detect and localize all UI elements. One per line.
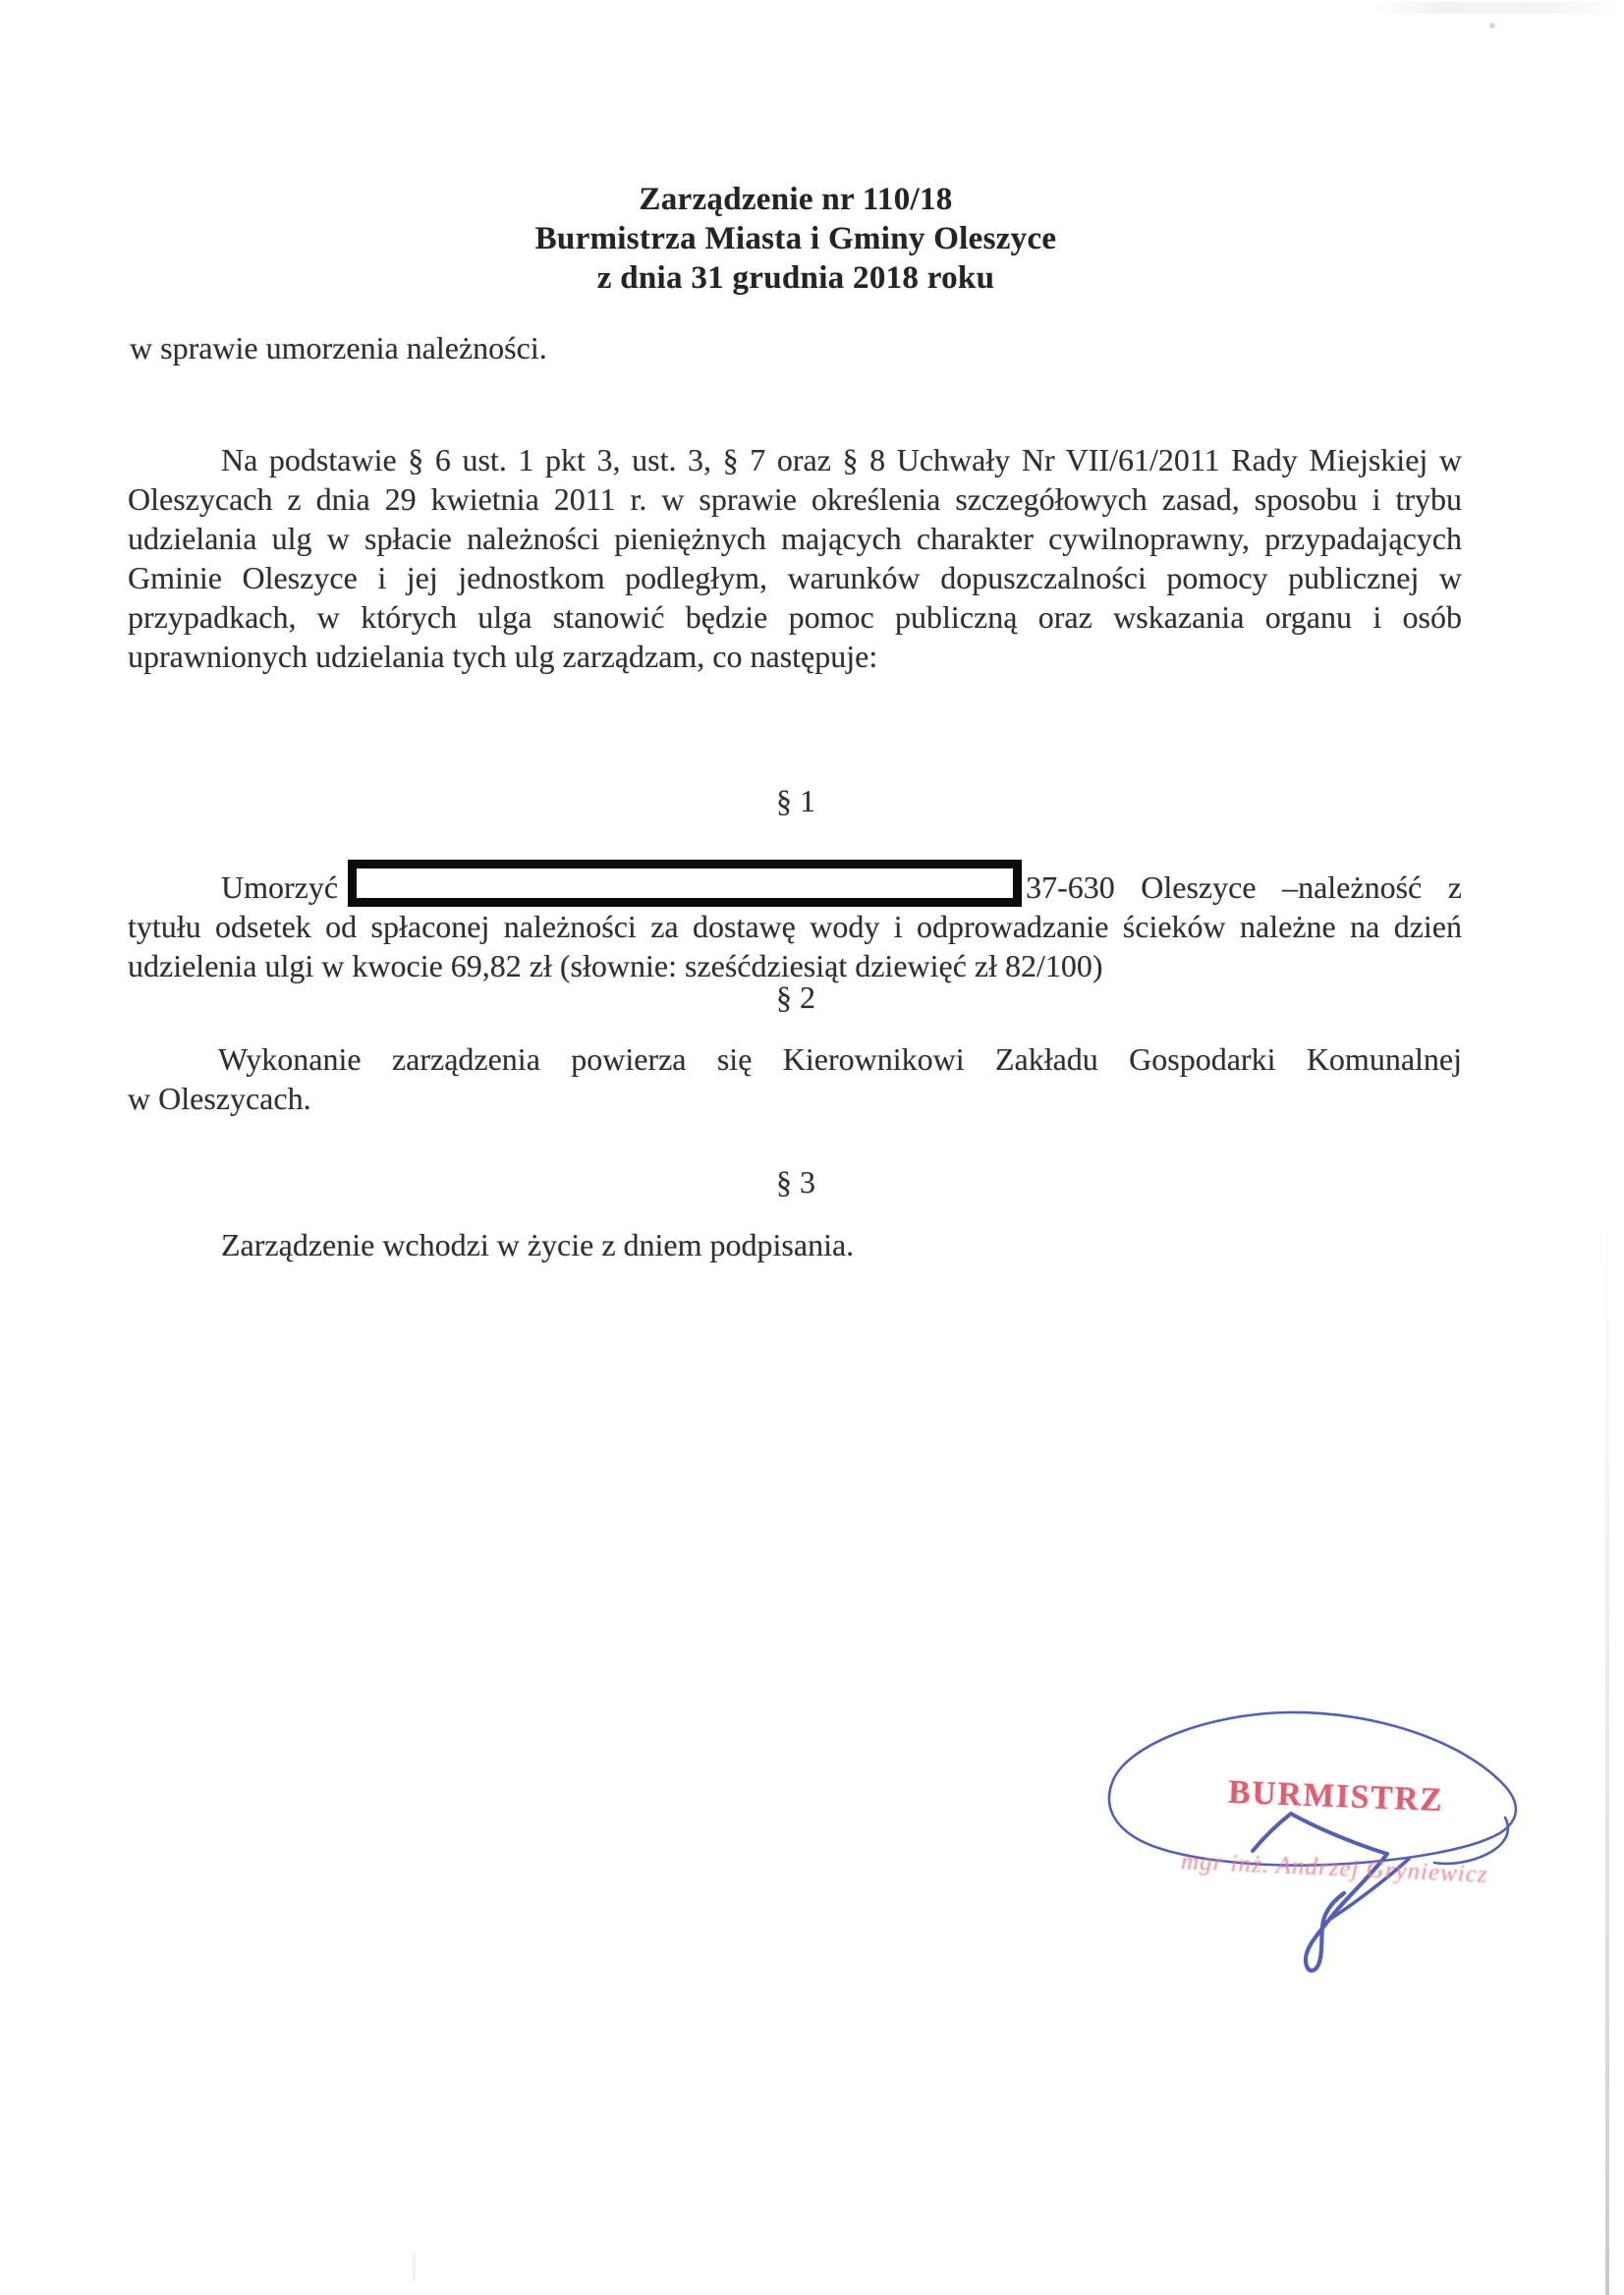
redaction-box <box>348 860 1022 907</box>
document-title-line-1: Zarządzenie nr 110/18 <box>639 182 953 217</box>
stamp-title-burmistrz: BURMISTRZ <box>1227 1773 1445 1819</box>
preamble-paragraph: Na podstawie § 6 ust. 1 pkt 3, ust. 3, § 7 oraz § 8 Uchwały Nr VII/61/2011 Rady Miejskiej w Oleszycach z dnia 29 kwietnia 2011 r. w sprawie określenia szczegółowych zasad, sposobu i trybu udzielania ulg w spłacie należności pieniężnych mających charakter cywilnoprawny, przypadających Gminie Oleszyce i jej jednostkom podległym, warunków dopuszczalności pomocy publicznej w przypadkach, w których ulga stanowić będzie pomoc publiczną oraz wskazania organu i osób uprawnionych udzielania tych ulg zarządzam, co następuje: <box>128 442 1462 674</box>
section-2-line-2: w Oleszycach. <box>128 1081 311 1116</box>
section-3-paragraph: Zarządzenie wchodzi w życie z dniem podpisania. <box>221 1227 855 1262</box>
section-2-heading: § 2 <box>776 980 815 1015</box>
section-3-heading: § 3 <box>776 1164 815 1200</box>
section-2-line-1: Wykonanie zarządzenia powierza się Kierownikowi Zakładu Gospodarki Komunalnej <box>218 1041 1462 1077</box>
section-1-text-after-redaction: 37-630 Oleszyce –należność z tytułu odsetek od spłaconej należności za dostawę wody i odprowadzanie ścieków należne na dzień udzielenia ulgi w kwocie 69,82 zł (słownie: sześćdziesiąt dziewięć zł 82/100) <box>128 869 1462 983</box>
document-subject: w sprawie umorzenia należności. <box>130 330 547 365</box>
document-title <box>128 180 1464 298</box>
document-title-line-3: z dnia 31 grudnia 2018 roku <box>596 260 995 296</box>
document-title-line-2: Burmistrza Miasta i Gminy Oleszyce <box>534 221 1057 256</box>
section-1-heading: § 1 <box>776 783 815 818</box>
section-1-paragraph <box>128 860 1462 985</box>
stamp-name: mgr inż. Andrzej Gryniewicz <box>1180 1848 1489 1888</box>
scan-artifact-bottom-streak <box>413 2254 416 2281</box>
scan-artifact-top-smudge <box>1368 2 1624 14</box>
section-2-paragraph <box>128 1039 1462 1118</box>
scan-artifact-right-edge-line <box>1605 1208 1609 2295</box>
mayor-stamp-and-signature <box>1081 1700 1552 2053</box>
section-1-text-before-redaction: Umorzyć <box>221 869 339 905</box>
scan-artifact-dot <box>1489 23 1495 28</box>
